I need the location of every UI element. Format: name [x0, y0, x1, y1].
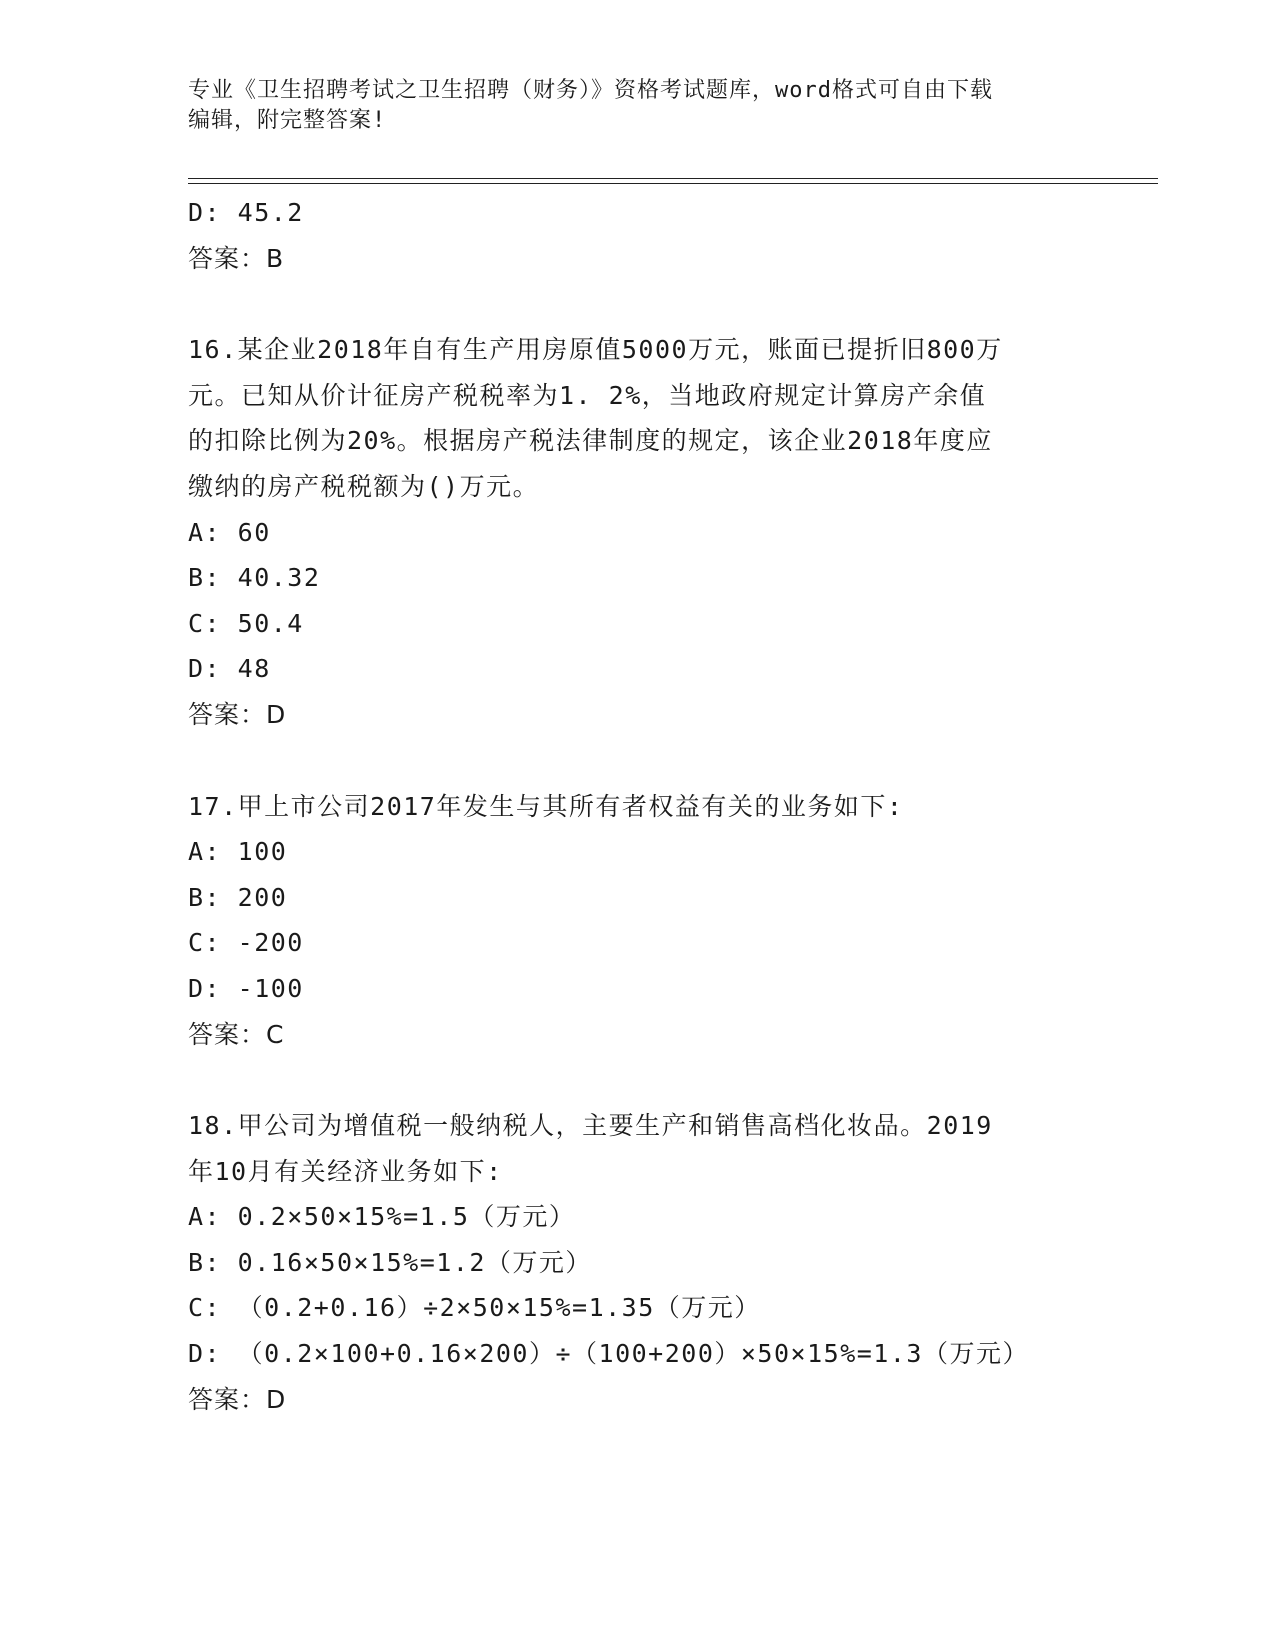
question-text-line: 缴纳的房产税税额为()万元。: [188, 471, 540, 501]
question-text-line: 16.某企业2018年自有生产用房原值5000万元，账面已提折旧800万: [188, 335, 1003, 365]
answer-line: 答案：C: [188, 1019, 285, 1049]
option-d: D: 45.2: [188, 198, 304, 227]
option-b: B: 0.16×50×15%=1.2（万元）: [188, 1247, 592, 1277]
header-line-1: 专业《卫生招聘考试之卫生招聘（财务）》资格考试题库，word格式可自由下载: [188, 78, 993, 103]
question-text-line: 17.甲上市公司2017年发生与其所有者权益有关的业务如下:: [188, 791, 904, 821]
option-a: A: 0.2×50×15%=1.5（万元）: [188, 1202, 576, 1232]
option-a: A: 100: [188, 837, 288, 867]
question-16: [188, 327, 1088, 737]
option-a: A: 60: [188, 517, 271, 547]
spacer: [188, 281, 1088, 327]
question-text-line: 元。已知从价计征房产税税率为1. 2%，当地政府规定计算房产余值: [188, 380, 987, 410]
option-c: C: （0.2+0.16）÷2×50×15%=1.35（万元）: [188, 1293, 761, 1323]
document-body: [188, 190, 1088, 1422]
header-rule-bottom: [188, 183, 1158, 184]
answer-line: 答案：B: [188, 243, 285, 273]
answer-line: 答案：D: [188, 1384, 287, 1414]
option-b: B: 200: [188, 882, 288, 912]
previous-question-tail: [188, 190, 1088, 281]
document-header: [188, 76, 1088, 136]
header-line-2: 编辑，附完整答案!: [188, 108, 387, 133]
question-18: [188, 1103, 1088, 1422]
question-text-line: 的扣除比例为20%。根据房产税法律制度的规定，该企业2018年度应: [188, 426, 993, 456]
answer-line: 答案：D: [188, 699, 287, 729]
header-rule-top: [188, 178, 1158, 179]
question-text-line: 年10月有关经济业务如下:: [188, 1156, 503, 1186]
option-b: B: 40.32: [188, 563, 321, 593]
option-c: C: 50.4: [188, 608, 304, 638]
option-d: D: 48: [188, 654, 271, 684]
spacer: [188, 1057, 1088, 1103]
question-text-line: 18.甲公司为增值税一般纳税人，主要生产和销售高档化妆品。2019: [188, 1111, 993, 1141]
spacer: [188, 738, 1088, 784]
question-17: [188, 784, 1088, 1058]
option-d: D: （0.2×100+0.16×200）÷（100+200）×50×15%=1.3（万元）: [188, 1339, 1029, 1369]
option-d: D: -100: [188, 973, 304, 1003]
option-c: C: -200: [188, 928, 304, 958]
